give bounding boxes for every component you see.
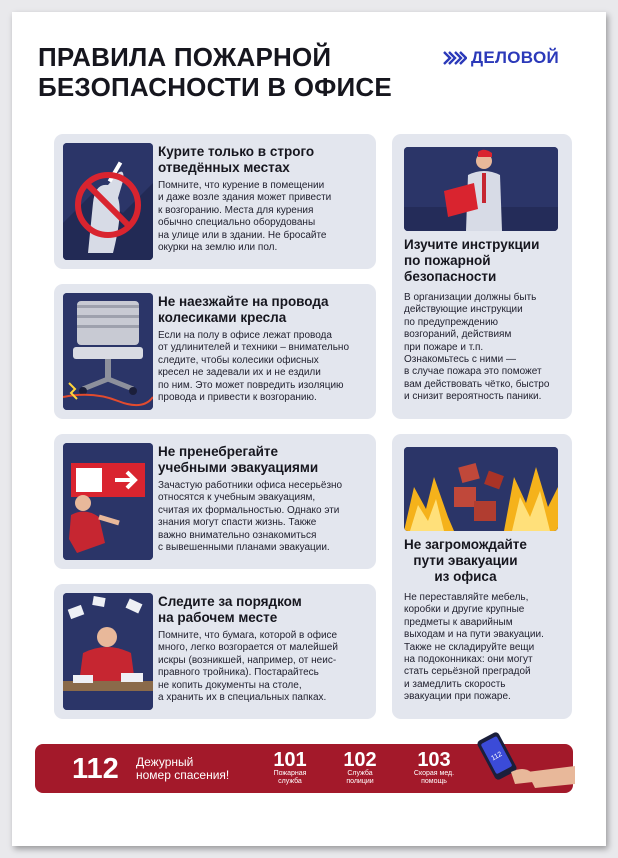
- card-evacuation-text: [158, 480, 342, 554]
- card-smoking-title-2: отведённых местах: [158, 160, 290, 175]
- emergency-banner: [35, 744, 573, 793]
- card-blocking-title-1: Не загромождайте: [404, 537, 527, 552]
- emergency-label-1: Дежурный: [136, 755, 194, 769]
- card-smoking-title-1: Курите только в строго: [158, 144, 315, 159]
- text-line: окурки на землю или пол.: [158, 242, 278, 254]
- card-order-title-2: на рабочем месте: [158, 610, 278, 625]
- text-line: Помните, что курение в помещении: [158, 180, 325, 191]
- emergency-label: [136, 756, 229, 782]
- phone-screen-number: 112: [490, 750, 504, 763]
- text-line: и снизит вероятность паники.: [404, 391, 542, 403]
- burning-boxes-illustration: [404, 447, 558, 531]
- card-smoking-title: [158, 144, 314, 176]
- card-order: [54, 584, 376, 719]
- card-smoking: [54, 134, 376, 269]
- page-title: [38, 42, 392, 102]
- text-line: и замедлить скорость: [404, 678, 506, 690]
- card-instructions-title-1: Изучите инструкции: [404, 237, 540, 252]
- evacuation-illustration: [63, 443, 153, 560]
- service-ambulance-label-1: Скорая мед.: [413, 770, 455, 777]
- service-ambulance-label-2: помощь: [421, 778, 447, 785]
- text-line: не копить документы на столе,: [158, 679, 302, 691]
- exit-sign-icon: [63, 443, 153, 560]
- brand-logo[interactable]: [443, 48, 559, 68]
- text-line: и даже возле здания может привести: [158, 192, 332, 204]
- text-line: искры (возникшей, например, от неис-: [158, 654, 337, 666]
- card-blocking-text: [404, 592, 544, 704]
- card-blocking-title-2: пути эвакуации: [413, 553, 518, 568]
- text-line: Также не складируйте вещи: [404, 641, 535, 653]
- text-line: кресел не задевали их и не ездили: [158, 367, 321, 379]
- title-line-2: БЕЗОПАСНОСТИ В ОФИСЕ: [38, 72, 392, 102]
- card-wires-text: [158, 330, 349, 404]
- text-line: коробки и другие крупные: [404, 604, 525, 616]
- text-line: важно внимательно ознакомиться: [158, 529, 317, 541]
- fire-icon: [404, 447, 558, 531]
- service-police-label-2: полиции: [346, 778, 374, 785]
- service-ambulance[interactable]: [406, 750, 462, 786]
- emergency-label-2: номер спасения!: [136, 768, 230, 782]
- card-order-text: [158, 630, 338, 704]
- text-line: эвакуации при пожаре.: [404, 691, 511, 703]
- service-fire-label-2: служба: [278, 778, 302, 785]
- card-instructions-title-3: безопасности: [404, 269, 497, 284]
- text-line: в случае пожара это поможет: [404, 366, 542, 378]
- text-line: В организации должны быть: [404, 292, 537, 303]
- text-line: предметы к аварийным: [404, 616, 513, 628]
- text-line: знания могут спасти жизнь. Также: [158, 517, 317, 529]
- service-fire-label-1: Пожарная: [273, 770, 307, 777]
- text-line: а хранить их в специальных папках.: [158, 692, 327, 704]
- service-police[interactable]: [332, 750, 388, 786]
- service-fire-number: 101: [273, 749, 307, 771]
- reading-instructions-illustration: [404, 147, 558, 231]
- service-police-number: 102: [343, 749, 377, 771]
- text-line: на улице или в здании. Не бросайте: [158, 229, 327, 241]
- text-line: к возгоранию. Места для курения: [158, 204, 314, 216]
- card-evacuation-title-1: Не пренебрегайте: [158, 444, 279, 459]
- card-order-title-1: Следите за порядком: [158, 594, 302, 609]
- text-line: провода и привести к возгоранию.: [158, 392, 317, 404]
- text-line: по ним. Это может повредить изоляцию: [158, 379, 344, 391]
- card-instructions: [392, 134, 572, 419]
- text-line: действующие инструкции: [404, 304, 523, 316]
- xx-logo-icon: [443, 51, 467, 65]
- text-line: Ознакомьтесь с ними —: [404, 354, 516, 366]
- text-line: с вывешенными планами эвакуации.: [158, 542, 330, 554]
- text-line: возгораний, действиям: [404, 329, 512, 341]
- instruction-book-icon: [404, 147, 558, 231]
- card-instructions-title: [404, 237, 539, 285]
- logo-text: ДЕЛОВОЙ: [471, 48, 559, 67]
- text-line: вам действовать чётко, быстро: [404, 378, 550, 390]
- text-line: относятся к учебным эвакуациям,: [158, 492, 316, 504]
- text-line: Если на полу в офисе лежат провода: [158, 330, 332, 341]
- text-line: Зачастую работники офиса несерьёзно: [158, 480, 343, 491]
- service-fire[interactable]: [262, 750, 318, 786]
- text-line: стать серьёзной преградой: [404, 666, 531, 678]
- card-blocking: [392, 434, 572, 719]
- text-line: считая их формальностью. Однако эти: [158, 504, 340, 516]
- text-line: на подоконниках: они могут: [404, 654, 533, 666]
- card-blocking-title: [404, 537, 527, 585]
- text-line: по предупреждению: [404, 316, 499, 328]
- card-wires-title: [158, 294, 328, 326]
- text-line: следите, чтобы колесики офисных: [158, 354, 319, 366]
- card-evacuation-title: [158, 444, 318, 476]
- card-blocking-title-3: из офиса: [434, 569, 497, 584]
- service-police-label-1: Служба: [347, 770, 373, 777]
- card-instructions-title-2: по пожарной: [404, 253, 491, 268]
- text-line: при пожаре и т.п.: [404, 341, 484, 353]
- text-line: много, легко возгорается от малейшей: [158, 642, 338, 654]
- card-wires: [54, 284, 376, 419]
- desk-papers-illustration: [63, 593, 153, 710]
- card-order-title: [158, 594, 302, 626]
- text-line: выходам и на пути эвакуации.: [404, 629, 544, 641]
- card-wires-title-2: колесиками кресла: [158, 310, 287, 325]
- no-smoking-icon: [63, 143, 153, 260]
- card-smoking-text: [158, 180, 331, 254]
- card-evacuation-title-2: учебными эвакуациями: [158, 460, 319, 475]
- card-evacuation: [54, 434, 376, 569]
- phone-icon: [475, 732, 575, 796]
- text-line: обычно специально оборудованы: [158, 217, 316, 229]
- service-ambulance-number: 103: [417, 749, 451, 771]
- card-wires-title-1: Не наезжайте на провода: [158, 294, 329, 309]
- text-line: Не переставляйте мебель,: [404, 592, 529, 603]
- card-instructions-text: [404, 292, 549, 404]
- papers-icon: [63, 593, 153, 710]
- title-line-1: ПРАВИЛА ПОЖАРНОЙ: [38, 42, 332, 72]
- office-chair-icon: [63, 293, 153, 410]
- office-chair-illustration: [63, 293, 153, 410]
- text-line: Помните, что бумага, которой в офисе: [158, 630, 338, 641]
- text-line: от удлинителей и техники – внимательно: [158, 342, 350, 354]
- no-smoking-illustration: [63, 143, 153, 260]
- text-line: правного тройника). Постарайтесь: [158, 667, 319, 679]
- emergency-number[interactable]: 112: [72, 753, 119, 785]
